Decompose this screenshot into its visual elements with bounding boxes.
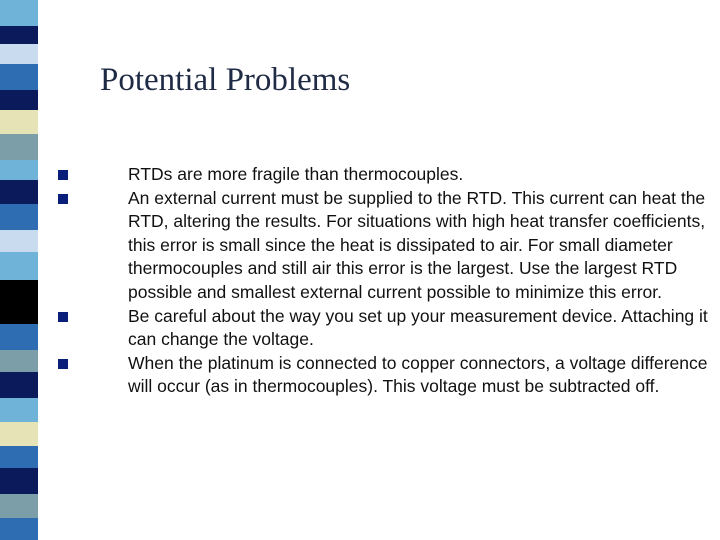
square-bullet-icon bbox=[58, 312, 68, 322]
square-bullet-icon bbox=[58, 194, 68, 204]
bullet-item bbox=[58, 163, 708, 187]
slide-title: Potential Problems bbox=[100, 62, 351, 98]
bullet-text: When the platinum is connected to copper connectors, a voltage difference will occur (as in thermocouples). This voltage must be subtracted off. bbox=[128, 352, 708, 397]
bullet-item bbox=[58, 187, 708, 305]
stripe-block bbox=[0, 204, 38, 230]
bullet-text: An external current must be supplied to the RTD. This current can heat the RTD, altering the results. For situations with high heat transfer coefficients, this error is small since the heat is dissipated to air. For small diameter thermocouples and still air this error is the largest. Use the largest RTD possible and smallest external current possible to minimize this error. bbox=[128, 187, 706, 302]
bullet-item bbox=[58, 305, 708, 352]
stripe-block bbox=[0, 64, 38, 90]
decorative-side-stripe bbox=[0, 0, 38, 540]
stripe-block bbox=[0, 494, 38, 518]
square-bullet-icon bbox=[58, 359, 68, 369]
stripe-block bbox=[0, 398, 38, 422]
bullet-list bbox=[58, 163, 708, 399]
stripe-block bbox=[0, 134, 38, 160]
stripe-block bbox=[0, 110, 38, 134]
bullet-text: RTDs are more fragile than thermocouples. bbox=[128, 164, 464, 184]
stripe-block bbox=[0, 252, 38, 280]
stripe-block bbox=[0, 280, 38, 324]
stripe-block bbox=[0, 372, 38, 398]
stripe-block bbox=[0, 90, 38, 110]
stripe-block bbox=[0, 422, 38, 446]
stripe-block bbox=[0, 518, 38, 540]
stripe-block bbox=[0, 0, 38, 26]
stripe-block bbox=[0, 180, 38, 204]
bullet-text: Be careful about the way you set up your measurement device. Attaching it can change the voltage. bbox=[128, 305, 708, 350]
stripe-block bbox=[0, 446, 38, 468]
stripe-block bbox=[0, 230, 38, 252]
bullet-item bbox=[58, 352, 708, 399]
stripe-block bbox=[0, 468, 38, 494]
square-bullet-icon bbox=[58, 170, 68, 180]
stripe-block bbox=[0, 44, 38, 64]
stripe-block bbox=[0, 350, 38, 372]
stripe-block bbox=[0, 324, 38, 350]
stripe-block bbox=[0, 160, 38, 180]
stripe-block bbox=[0, 26, 38, 44]
